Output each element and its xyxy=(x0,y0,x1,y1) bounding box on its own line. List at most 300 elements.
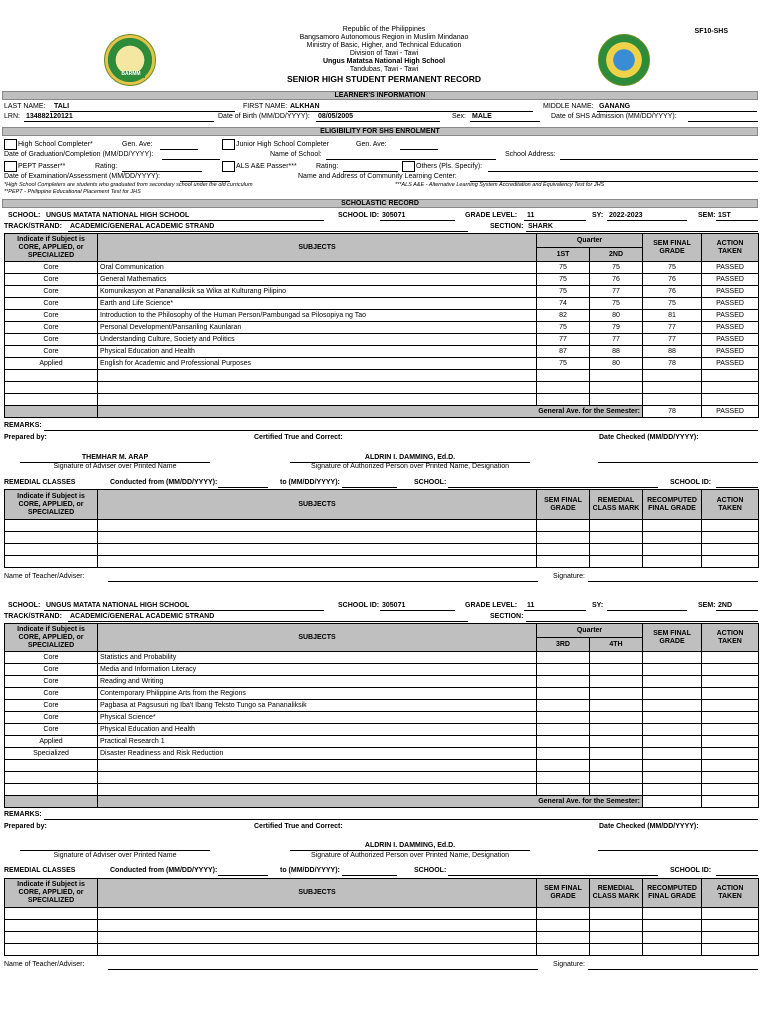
first-name-label: FIRST NAME: xyxy=(243,103,288,110)
gen-ave-label-2: Gen. Ave: xyxy=(356,141,387,148)
quarter-b-cell[interactable]: 77 xyxy=(590,334,643,346)
subject-name-cell[interactable]: Physical Science* xyxy=(98,712,537,724)
final-grade-cell[interactable] xyxy=(643,688,702,700)
sem2-track-value[interactable]: ACADEMIC/GENERAL ACADEMIC STRAND xyxy=(70,613,215,620)
sem1-conducted-label: Conducted from (MM/DD/YYYY): xyxy=(110,479,218,486)
table-row xyxy=(5,274,759,286)
sem2-grade-level-value[interactable]: 11 xyxy=(527,602,535,609)
subject-type-cell[interactable]: Core xyxy=(5,712,98,724)
action-cell[interactable]: PASSED xyxy=(702,346,759,358)
middle-name-value[interactable]: GANANG xyxy=(599,103,631,110)
action-cell[interactable]: PASSED xyxy=(702,310,759,322)
quarter-a-cell[interactable]: 82 xyxy=(537,310,590,322)
final-grade-cell[interactable]: 78 xyxy=(643,358,702,370)
sem2-date-checked-label: Date Checked (MM/DD/YYYY): xyxy=(599,823,699,830)
others-label: Others (Pls. Specify): xyxy=(416,163,483,170)
quarter-a-cell[interactable] xyxy=(537,784,590,796)
final-grade-cell[interactable] xyxy=(643,736,702,748)
subject-type-cell[interactable]: Core xyxy=(5,298,98,310)
action-cell[interactable] xyxy=(702,394,759,406)
final-grade-cell[interactable] xyxy=(643,394,702,406)
quarter-a-cell[interactable] xyxy=(537,382,590,394)
table-row xyxy=(5,712,759,724)
header-location: Tandubas, Tawi - Tawi xyxy=(349,66,419,73)
subject-name-cell[interactable]: Disaster Readiness and Risk Reduction xyxy=(98,748,537,760)
sem2-remedial-school-id-label: SCHOOL ID: xyxy=(670,867,712,874)
action-cell[interactable]: PASSED xyxy=(702,286,759,298)
subject-name-cell[interactable]: Earth and Life Science* xyxy=(98,298,537,310)
quarter-b-cell[interactable] xyxy=(590,772,643,784)
table-row xyxy=(5,286,759,298)
final-grade-cell[interactable] xyxy=(643,652,702,664)
remedial-class-mark-header: REMEDIAL CLASS MARK xyxy=(590,490,643,520)
subject-name-cell[interactable] xyxy=(98,382,537,394)
remedial-subjects-header: SUBJECTS xyxy=(98,490,537,520)
sem1-school-value[interactable]: UNGUS MATATA NATIONAL HIGH SCHOOL xyxy=(46,212,190,219)
quarter-b-cell[interactable]: 75 xyxy=(590,298,643,310)
subject-type-cell[interactable] xyxy=(5,370,98,382)
sem2-sig-authorized-caption: Signature of Authorized Person over Printed Name, Designation xyxy=(310,852,510,859)
quarter-b-cell[interactable] xyxy=(590,394,643,406)
sem-final-header: SEM FINAL GRADE xyxy=(643,234,702,262)
quarter-b-cell[interactable] xyxy=(590,724,643,736)
subject-name-cell[interactable]: Physical Education and Health xyxy=(98,346,537,358)
final-grade-cell[interactable]: 81 xyxy=(643,310,702,322)
gen-ave-label-1: Gen. Ave: xyxy=(122,141,153,148)
sem2-gen-action xyxy=(702,796,759,808)
quarter-1-header: 1ST xyxy=(537,248,590,262)
sem2-remedial-subjects-header: SUBJECTS xyxy=(98,879,537,908)
sem1-track-label: TRACK/STRAND: xyxy=(4,223,62,230)
sem1-remedial-school-id-label: SCHOOL ID: xyxy=(670,479,712,486)
table-row xyxy=(5,772,759,784)
quarter-b-cell[interactable] xyxy=(590,736,643,748)
first-name-value[interactable]: ALKHAN xyxy=(290,103,320,110)
table-row xyxy=(5,736,759,748)
sem1-remedial-label: REMEDIAL CLASSES xyxy=(4,479,76,486)
sem1-sig-adviser-caption: Signature of Adviser over Printed Name xyxy=(53,463,177,470)
quarter-a-cell[interactable]: 75 xyxy=(537,286,590,298)
sem1-school-label: SCHOOL: xyxy=(8,212,41,219)
sem1-certified-label: Certified True and Correct: xyxy=(254,434,343,441)
quarter-b-cell[interactable]: 80 xyxy=(590,358,643,370)
final-grade-cell[interactable] xyxy=(643,712,702,724)
sem2-grades-table xyxy=(4,623,759,808)
action-cell[interactable] xyxy=(702,772,759,784)
table-row xyxy=(5,370,759,382)
subject-type-cell[interactable]: Core xyxy=(5,334,98,346)
others-checkbox[interactable] xyxy=(402,161,415,172)
table-row xyxy=(5,688,759,700)
final-grade-cell[interactable] xyxy=(643,724,702,736)
last-name-value[interactable]: TALI xyxy=(54,103,70,110)
quarter-b-cell[interactable]: 75 xyxy=(590,262,643,274)
header-block xyxy=(0,26,768,84)
quarter-b-cell[interactable] xyxy=(590,760,643,772)
sem2-remedial-sem-final-header: SEM FINAL GRADE xyxy=(537,879,590,908)
final-grade-cell[interactable]: 77 xyxy=(643,322,702,334)
action-cell[interactable] xyxy=(702,382,759,394)
subject-type-cell[interactable]: Core xyxy=(5,700,98,712)
subject-name-cell[interactable] xyxy=(98,370,537,382)
sem2-quarter-4-header: 4TH xyxy=(590,638,643,652)
final-grade-cell[interactable] xyxy=(643,700,702,712)
action-cell[interactable] xyxy=(702,760,759,772)
sem2-school-id-label: SCHOOL ID: xyxy=(338,602,380,609)
subject-type-cell[interactable]: Core xyxy=(5,286,98,298)
name-of-school-label: Name of School: xyxy=(270,151,322,158)
final-grade-cell[interactable] xyxy=(643,748,702,760)
final-grade-cell[interactable]: 75 xyxy=(643,298,702,310)
middle-name-label: MIDDLE NAME: xyxy=(543,103,594,110)
quarter-a-cell[interactable] xyxy=(537,700,590,712)
jhs-completer-label: Junior High School Completer xyxy=(236,141,329,148)
action-cell[interactable] xyxy=(702,652,759,664)
action-cell[interactable]: PASSED xyxy=(702,274,759,286)
sem1-signature-label: Signature: xyxy=(553,573,585,580)
final-grade-cell[interactable] xyxy=(643,772,702,784)
sem1-grade-level-value[interactable]: 11 xyxy=(527,212,535,219)
quarter-a-cell[interactable]: 75 xyxy=(537,262,590,274)
sem2-sem-label: SEM: xyxy=(698,602,716,609)
pept-checkbox[interactable] xyxy=(4,161,17,172)
table-row xyxy=(5,784,759,796)
subject-name-cell[interactable] xyxy=(98,394,537,406)
hs-completer-checkbox[interactable] xyxy=(4,139,17,150)
sex-value[interactable]: MALE xyxy=(472,113,492,120)
subject-type-cell[interactable]: Applied xyxy=(5,736,98,748)
subject-type-cell[interactable] xyxy=(5,394,98,406)
table-row xyxy=(5,724,759,736)
quarter-a-cell[interactable]: 77 xyxy=(537,334,590,346)
subject-type-cell[interactable]: Core xyxy=(5,652,98,664)
quarter-a-cell[interactable]: 87 xyxy=(537,346,590,358)
table-row xyxy=(5,652,759,664)
table-row xyxy=(5,664,759,676)
sem2-action-header: ACTION TAKEN xyxy=(702,624,759,652)
remedial-recomputed-header: RECOMPUTED FINAL GRADE xyxy=(643,490,702,520)
sem2-indicate-header: Indicate if Subject is CORE, APPLIED, or SPECIALIZED xyxy=(5,624,98,652)
sem1-date-checked-label: Date Checked (MM/DD/YYYY): xyxy=(599,434,699,441)
footnote-2: **PEPT - Philippine Educational Placement Test for JHS xyxy=(4,189,141,195)
sem1-prepared-label: Prepared by: xyxy=(4,434,47,441)
header-line3: Ministry of Basic, Higher, and Technical Education xyxy=(306,42,462,49)
quarter-a-cell[interactable] xyxy=(537,760,590,772)
subject-type-cell[interactable]: Core xyxy=(5,310,98,322)
action-cell[interactable]: PASSED xyxy=(702,298,759,310)
quarter-header: Quarter xyxy=(537,234,643,248)
subject-type-cell[interactable]: Specialized xyxy=(5,748,98,760)
subject-name-cell[interactable]: General Mathematics xyxy=(98,274,537,286)
sem1-sy-value[interactable]: 2022-2023 xyxy=(609,212,643,219)
final-grade-cell[interactable]: 77 xyxy=(643,334,702,346)
eligibility-bar: ELIGIBILITY FOR SHS ENROLMENT xyxy=(2,127,758,136)
quarter-b-cell[interactable] xyxy=(590,688,643,700)
subject-type-cell[interactable] xyxy=(5,760,98,772)
sem2-quarter-3-header: 3RD xyxy=(537,638,590,652)
quarter-a-cell[interactable] xyxy=(537,394,590,406)
final-grade-cell[interactable] xyxy=(643,676,702,688)
sem1-authorized-name: ALDRIN I. DAMMING, Ed.D. xyxy=(364,454,456,461)
final-grade-cell[interactable]: 76 xyxy=(643,286,702,298)
quarter-a-cell[interactable] xyxy=(537,664,590,676)
subject-name-cell[interactable] xyxy=(98,760,537,772)
subject-name-cell[interactable]: Practical Research 1 xyxy=(98,736,537,748)
table-row xyxy=(5,310,759,322)
action-cell[interactable] xyxy=(702,712,759,724)
admission-label: Date of SHS Admission (MM/DD/YYYY): xyxy=(551,113,677,120)
subject-type-cell[interactable]: Core xyxy=(5,262,98,274)
sem1-adviser-name: THEMHAR M. ARAP xyxy=(81,454,149,461)
sem2-gen-ave-value xyxy=(643,796,702,808)
seal-label: BARMM xyxy=(117,71,145,78)
table-row xyxy=(5,346,759,358)
quarter-a-cell[interactable] xyxy=(537,712,590,724)
quarter-a-cell[interactable] xyxy=(537,772,590,784)
sem1-grades-table xyxy=(4,233,759,418)
footnote-1: *High School Completers are students who graduated from secondary school under the old curriculum xyxy=(4,182,253,188)
subject-type-cell[interactable]: Core xyxy=(5,724,98,736)
sem2-sem-value[interactable]: 2ND xyxy=(718,602,733,609)
quarter-b-cell[interactable]: 80 xyxy=(590,310,643,322)
quarter-b-cell[interactable]: 79 xyxy=(590,322,643,334)
action-cell[interactable]: PASSED xyxy=(702,334,759,346)
header-line1: Republic of the Philippines xyxy=(342,26,426,33)
action-cell[interactable] xyxy=(702,784,759,796)
sem2-remarks-label: REMARKS: xyxy=(4,811,42,818)
table-row xyxy=(5,322,759,334)
clc-label: Name and Address of Community Learning Center: xyxy=(298,173,457,180)
sem1-sem-label: SEM: xyxy=(698,212,716,219)
quarter-b-cell[interactable] xyxy=(590,712,643,724)
subject-name-cell[interactable]: Introduction to the Philosophy of the Human Person/Pambungad sa Pilosopiya ng Tao xyxy=(98,310,537,322)
sex-label: Sex: xyxy=(452,113,467,120)
subject-name-cell[interactable]: Komunikasyon at Pananaliksik sa Wika at Kulturang Pilipino xyxy=(98,286,537,298)
subject-name-cell[interactable] xyxy=(98,772,537,784)
rating-label-1: Rating: xyxy=(95,163,118,170)
rating-label-2: Rating: xyxy=(316,163,339,170)
page-title: SENIOR HIGH STUDENT PERMANENT RECORD xyxy=(286,74,482,84)
subject-type-cell[interactable]: Core xyxy=(5,274,98,286)
sem2-section-label: SECTION: xyxy=(490,613,524,620)
quarter-a-cell[interactable] xyxy=(537,370,590,382)
sem1-section-label: SECTION: xyxy=(490,223,524,230)
sem2-authorized-name: ALDRIN I. DAMMING, Ed.D. xyxy=(364,842,456,849)
subject-type-cell[interactable]: Core xyxy=(5,676,98,688)
subject-name-cell[interactable]: Media and Information Literacy xyxy=(98,664,537,676)
action-cell[interactable] xyxy=(702,748,759,760)
sem2-prepared-label: Prepared by: xyxy=(4,823,47,830)
table-row xyxy=(5,382,759,394)
action-cell[interactable] xyxy=(702,676,759,688)
form-code: SF10-SHS xyxy=(694,28,728,35)
sem2-gen-ave-label: General Ave. for the Semester: xyxy=(98,796,643,808)
sem2-track-label: TRACK/STRAND: xyxy=(4,613,62,620)
sem2-sem-final-header: SEM FINAL GRADE xyxy=(643,624,702,652)
sem1-remedial-school-label: SCHOOL: xyxy=(414,479,447,486)
final-grade-cell[interactable] xyxy=(643,370,702,382)
remedial-action-header: ACTION TAKEN xyxy=(702,490,759,520)
final-grade-cell[interactable]: 76 xyxy=(643,274,702,286)
final-grade-cell[interactable] xyxy=(643,664,702,676)
exam-date-label: Date of Examination/Assessment (MM/DD/YYYY): xyxy=(4,173,160,180)
quarter-a-cell[interactable] xyxy=(537,688,590,700)
subject-type-cell[interactable] xyxy=(5,382,98,394)
quarter-b-cell[interactable]: 88 xyxy=(590,346,643,358)
hs-completer-label: High School Completer* xyxy=(18,141,93,148)
quarter-a-cell[interactable] xyxy=(537,736,590,748)
table-row xyxy=(5,334,759,346)
learner-info-bar: LEARNER'S INFORMATION xyxy=(2,91,758,100)
last-name-label: LAST NAME: xyxy=(4,103,46,110)
sem1-school-id-label: SCHOOL ID: xyxy=(338,212,380,219)
subject-type-cell[interactable] xyxy=(5,772,98,784)
subjects-header: SUBJECTS xyxy=(98,234,537,262)
quarter-b-cell[interactable] xyxy=(590,748,643,760)
subject-name-cell[interactable]: Personal Development/Pansariling Kaunlaran xyxy=(98,322,537,334)
quarter-b-cell[interactable] xyxy=(590,370,643,382)
quarter-b-cell[interactable] xyxy=(590,652,643,664)
subject-type-cell[interactable]: Applied xyxy=(5,358,98,370)
subject-name-cell[interactable]: Physical Education and Health xyxy=(98,724,537,736)
table-row xyxy=(5,760,759,772)
quarter-a-cell[interactable]: 75 xyxy=(537,322,590,334)
quarter-b-cell[interactable] xyxy=(590,676,643,688)
table-row xyxy=(5,358,759,370)
action-cell[interactable] xyxy=(702,700,759,712)
grad-date-label: Date of Graduation/Completion (MM/DD/YYYY): xyxy=(4,151,154,158)
quarter-b-cell[interactable]: 76 xyxy=(590,274,643,286)
subject-type-cell[interactable]: Core xyxy=(5,346,98,358)
table-row xyxy=(5,748,759,760)
quarter-b-cell[interactable] xyxy=(590,664,643,676)
quarter-a-cell[interactable] xyxy=(537,652,590,664)
subject-name-cell[interactable]: Contemporary Philippine Arts from the Regions xyxy=(98,688,537,700)
jhs-completer-checkbox[interactable] xyxy=(222,139,235,150)
sem2-sig-adviser-caption: Signature of Adviser over Printed Name xyxy=(53,852,177,859)
quarter-a-cell[interactable] xyxy=(537,676,590,688)
table-row xyxy=(5,298,759,310)
sem1-track-value[interactable]: ACADEMIC/GENERAL ACADEMIC STRAND xyxy=(70,223,215,230)
dob-label: Date of Birth (MM/DD/YYYY): xyxy=(218,113,310,120)
subject-name-cell[interactable] xyxy=(98,784,537,796)
action-cell[interactable]: PASSED xyxy=(702,262,759,274)
sem1-to-label: to (MM/DD/YYYY): xyxy=(280,479,340,486)
sem1-gen-ave-value: 78 xyxy=(643,406,702,418)
subject-name-cell[interactable]: English for Academic and Professional Purposes xyxy=(98,358,537,370)
final-grade-cell[interactable] xyxy=(643,382,702,394)
lrn-label: LRN: xyxy=(4,113,20,120)
sem2-remedial-action-header: ACTION TAKEN xyxy=(702,879,759,908)
action-cell[interactable]: PASSED xyxy=(702,322,759,334)
action-cell[interactable] xyxy=(702,664,759,676)
final-grade-cell[interactable]: 75 xyxy=(643,262,702,274)
subject-name-cell[interactable]: Understanding Culture, Society and Politics xyxy=(98,334,537,346)
quarter-a-cell[interactable]: 74 xyxy=(537,298,590,310)
sem2-remedial-indicate-header: Indicate if Subject is CORE, APPLIED, or SPECIALIZED xyxy=(5,879,98,908)
quarter-2-header: 2ND xyxy=(590,248,643,262)
als-checkbox[interactable] xyxy=(222,161,235,172)
sem1-sig-authorized-caption: Signature of Authorized Person over Printed Name, Designation xyxy=(310,463,510,470)
sem2-remedial-class-mark-header: REMEDIAL CLASS MARK xyxy=(590,879,643,908)
subject-type-cell[interactable]: Core xyxy=(5,322,98,334)
sem2-signature-label: Signature: xyxy=(553,961,585,968)
footnote-3: ***ALS A&E - Alternative Learning System Accreditation and Equivalency Test for JHS xyxy=(395,182,605,188)
subject-name-cell[interactable]: Oral Communication xyxy=(98,262,537,274)
sem1-remarks-label: REMARKS: xyxy=(4,422,42,429)
subject-type-cell[interactable]: Core xyxy=(5,688,98,700)
quarter-a-cell[interactable]: 75 xyxy=(537,274,590,286)
als-label: ALS A&E Passer*** xyxy=(236,163,297,170)
sem2-quarter-header: Quarter xyxy=(537,624,643,638)
quarter-a-cell[interactable] xyxy=(537,724,590,736)
header-line2: Bangsamoro Autonomous Region in Muslim Mindanao xyxy=(299,34,469,41)
sem1-remedial-table xyxy=(4,489,759,568)
header-school: Ungus Matatsa National High School xyxy=(322,58,446,65)
action-cell[interactable] xyxy=(702,724,759,736)
final-grade-cell[interactable] xyxy=(643,784,702,796)
action-cell[interactable] xyxy=(702,688,759,700)
sem1-school-id-value[interactable]: 305071 xyxy=(382,212,406,219)
quarter-b-cell[interactable]: 77 xyxy=(590,286,643,298)
action-cell[interactable]: PASSED xyxy=(702,358,759,370)
sem2-remedial-recomputed-header: RECOMPUTED FINAL GRADE xyxy=(643,879,702,908)
table-row xyxy=(5,394,759,406)
final-grade-cell[interactable]: 88 xyxy=(643,346,702,358)
quarter-a-cell[interactable] xyxy=(537,748,590,760)
quarter-b-cell[interactable] xyxy=(590,382,643,394)
sem2-conducted-label: Conducted from (MM/DD/YYYY): xyxy=(110,867,218,874)
sem2-certified-label: Certified True and Correct: xyxy=(254,823,343,830)
scholastic-record-bar: SCHOLASTIC RECORD xyxy=(2,199,758,208)
sem2-to-label: to (MM/DD/YYYY): xyxy=(280,867,340,874)
sem1-sem-value[interactable]: 1ST xyxy=(718,212,731,219)
subject-type-cell[interactable]: Core xyxy=(5,664,98,676)
table-row xyxy=(5,676,759,688)
subject-name-cell[interactable]: Pagbasa at Pagsusuri ng Iba't Ibang Teksto Tungo sa Pananaliksik xyxy=(98,700,537,712)
action-header: ACTION TAKEN xyxy=(702,234,759,262)
indicate-header: Indicate if Subject is CORE, APPLIED, or SPECIALIZED xyxy=(5,234,98,262)
sem2-subjects-header: SUBJECTS xyxy=(98,624,537,652)
sem2-teacher-label: Name of Teacher/Adviser: xyxy=(4,961,85,968)
subject-name-cell[interactable]: Statistics and Probability xyxy=(98,652,537,664)
table-row xyxy=(5,262,759,274)
table-row xyxy=(5,700,759,712)
sem1-teacher-label: Name of Teacher/Adviser: xyxy=(4,573,85,580)
quarter-a-cell[interactable]: 75 xyxy=(537,358,590,370)
header-line4: Division of Tawi - Tawi xyxy=(349,50,419,57)
sem1-gen-ave-label: General Ave. for the Semester: xyxy=(98,406,643,418)
final-grade-cell[interactable] xyxy=(643,760,702,772)
sem2-sy-label: SY: xyxy=(592,602,604,609)
dob-value[interactable]: 08/05/2005 xyxy=(318,113,354,120)
quarter-b-cell[interactable] xyxy=(590,784,643,796)
sem1-grade-level-label: GRADE LEVEL: xyxy=(465,212,518,219)
quarter-b-cell[interactable] xyxy=(590,700,643,712)
sem1-sy-label: SY: xyxy=(592,212,604,219)
subject-name-cell[interactable]: Reading and Writing xyxy=(98,676,537,688)
sem2-school-value[interactable]: UNGUS MATATA NATIONAL HIGH SCHOOL xyxy=(46,602,190,609)
sem2-grade-level-label: GRADE LEVEL: xyxy=(465,602,518,609)
action-cell[interactable] xyxy=(702,736,759,748)
action-cell[interactable] xyxy=(702,370,759,382)
sem1-gen-action: PASSED xyxy=(702,406,759,418)
lrn-value[interactable]: 134882120121 xyxy=(26,113,73,120)
subject-type-cell[interactable] xyxy=(5,784,98,796)
remedial-indicate-header: Indicate if Subject is CORE, APPLIED, or SPECIALIZED xyxy=(5,490,98,520)
sem1-section-value[interactable]: SHARK xyxy=(528,223,553,230)
sem2-school-id-value[interactable]: 305071 xyxy=(382,602,406,609)
